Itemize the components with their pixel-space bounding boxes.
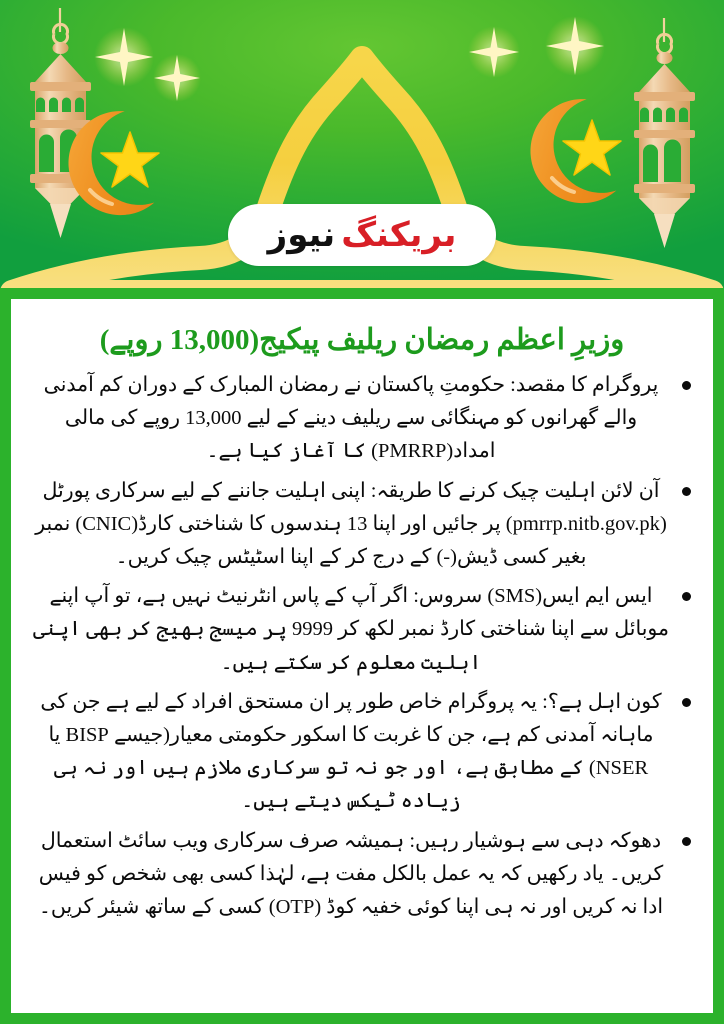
list-item-program-purpose [29, 369, 695, 469]
breaking-news-badge [228, 204, 496, 266]
content-card [11, 299, 713, 1013]
content-frame [0, 288, 724, 1024]
list-item-text: دھوکہ دہی سے ہوشیار رہیں: ہمیشہ صرف سرکاری ویب سائٹ استعمال کریں۔ یاد رکھیں کہ یہ عمل بالکل مفت ہے، لہٰذا کسی بھی شخص کو فیس ادا نہ کریں اور نہ ہی اپنا کوئی خفیہ کوڈ (OTP) کسی کے ساتھ شیئر کریں۔ [38, 829, 664, 919]
list-item-who-is-eligible [29, 686, 695, 819]
list-item-text: آن لائن اہلیت چیک کرنے کا طریقہ: اپنی اہلیت جاننے کے لیے سرکاری پورٹل (pmrrp.nitb.gov.pk) پر جائیں اور اپنا 13 ہندسوں کا شناختی کارڈ(CNIC) نمبر بغیر کسی ڈیش(-) کے درج کر کے اپنا اسٹیٹس چیک کریں۔ [35, 479, 667, 569]
list-item-fraud-warning [29, 825, 695, 925]
relief-details-list [11, 365, 713, 940]
list-item-text: کون اہل ہے؟: یہ پروگرام خاص طور پر ان مستحق افراد کے لیے ہے جن کی ماہانہ آمدنی کم ہے، جن کا غربت کا اسکور حکومتی معیار(جیسے BISP یا NSER) کے مطابق ہے، اور جو نہ تو سرکاری ملازم ہیں اور نہ ہی زیادہ ٹیکس دیتے ہیں۔ [40, 690, 662, 813]
breaking-news-word-black: نیوز [267, 215, 336, 255]
breaking-news-word-red: بریکنگ [341, 215, 457, 255]
list-item-sms-service [29, 580, 695, 680]
list-item-text: پروگرام کا مقصد: حکومتِ پاکستان نے رمضان المبارک کے دوران کم آمدنی والے گھرانوں کو مہنگائی سے ریلیف دینے کے لیے 13,000 روپے کی مالی امداد(PMRRP) کا آغاز کیا ہے۔ [43, 374, 659, 463]
list-item-online-eligibility-check [29, 475, 695, 575]
page-title: وزیرِ اعظم رمضان ریلیف پیکیج(13,000 روپے) [99, 324, 625, 356]
breaking-news-text [267, 215, 457, 255]
festive-banner [0, 0, 724, 292]
list-item-text: ایس ایم ایس(SMS) سروس: اگر آپ کے پاس انٹرنیٹ نہیں ہے، تو آپ اپنے موبائل سے اپنا شناختی کارڈ نمبر لکھ کر 9999 پر میسج بھیج کر بھی اپنی اہلیت معلوم کر سکتے ہیں۔ [33, 585, 669, 674]
